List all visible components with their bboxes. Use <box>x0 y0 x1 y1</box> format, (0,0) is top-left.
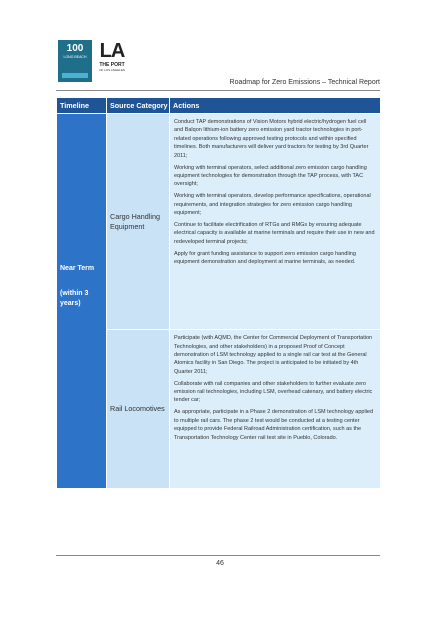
action-item: Working with terminal operators, select additional zero emission cargo handling equipment technologies for demonstration through the TAP process, with TAC oversight; <box>174 164 367 188</box>
page-number: 46 <box>216 560 224 567</box>
logo-number: 100 <box>66 43 84 54</box>
action-item: Participate (with AQMD, the Center for Commercial Deployment of Transportation Technologies, and other stakeholders) in a proposed Proof of Concept demonstration of LSM technology applied to a single rail car test at the General Atomics facility in San Diego. The project is anticipated to be initiated by 4th Quarter 2011; <box>174 335 373 375</box>
port-of-los-angeles-logo <box>96 40 128 82</box>
table-header-row <box>57 98 381 114</box>
logo-lb-text: LONG BEACH <box>63 55 87 59</box>
action-item: Apply for grant funding assistance to support zero emission cargo handling equipment demonstration and deployment at marine terminals, as needed. <box>174 250 356 266</box>
logo-la-text: LA <box>99 40 125 62</box>
actions-cell <box>170 330 381 489</box>
document-title: Roadmap for Zero Emissions – Technical Report <box>229 79 380 86</box>
header-divider <box>56 90 380 91</box>
category-name: Rail Locomotives <box>110 404 165 414</box>
action-item: Continue to facilitate electrification of RTGs and RMGs by ensuring adequate electrical capacity is available at marine terminals and require their use in new and redeveloped terminal projects; <box>174 221 375 245</box>
action-item: Working with terminal operators, develop performance specifications, operational requirements, and integration strategies for zero emission cargo handling equipment; <box>174 193 371 217</box>
column-header-source-category: Source Category <box>107 98 170 114</box>
logo-la-port: THE PORT <box>99 62 125 68</box>
logo-la-sub: OF LOS ANGELES <box>99 68 125 72</box>
logo-wave-icon <box>62 73 88 78</box>
category-name: Cargo Handling Equipment <box>110 211 160 231</box>
column-header-actions: Actions <box>170 98 381 114</box>
footer-divider <box>56 555 380 556</box>
timeline-label: Near Term <box>60 265 95 272</box>
timeline-sub: (within 3 years) <box>60 290 89 307</box>
action-item: As appropriate, participate in a Phase 2 demonstration of LSM technology applied to multiple rail cars. The phase 2 test would be conducted at a testing center equipped to provide Federal Railroad Administration certification, such as the Transportation Technology Center rail test site in Pueblo, Colorado. <box>174 409 374 441</box>
category-cell <box>107 330 170 489</box>
category-cell <box>107 114 170 330</box>
table-row <box>57 114 381 330</box>
actions-cell <box>170 114 381 330</box>
action-item: Collaborate with rail companies and other stakeholders to further evaluate zero emission rail technologies, including LSM, overhead catenary, and battery electric tender car; <box>174 380 373 404</box>
action-item: Conduct TAP demonstrations of Vision Motors hybrid electric/hydrogen fuel cell and Balqon lithium-ion battery zero emission yard tractor technologies in port-related operations following approved testing protocols and within specified timelines. Both manufacturers will deliver yard tractors for testing by 3rd Quarter 2011; <box>174 119 369 159</box>
column-header-timeline: Timeline <box>57 98 107 114</box>
timeline-cell <box>57 114 107 489</box>
port-of-long-beach-logo <box>58 40 92 82</box>
roadmap-table <box>56 97 381 489</box>
